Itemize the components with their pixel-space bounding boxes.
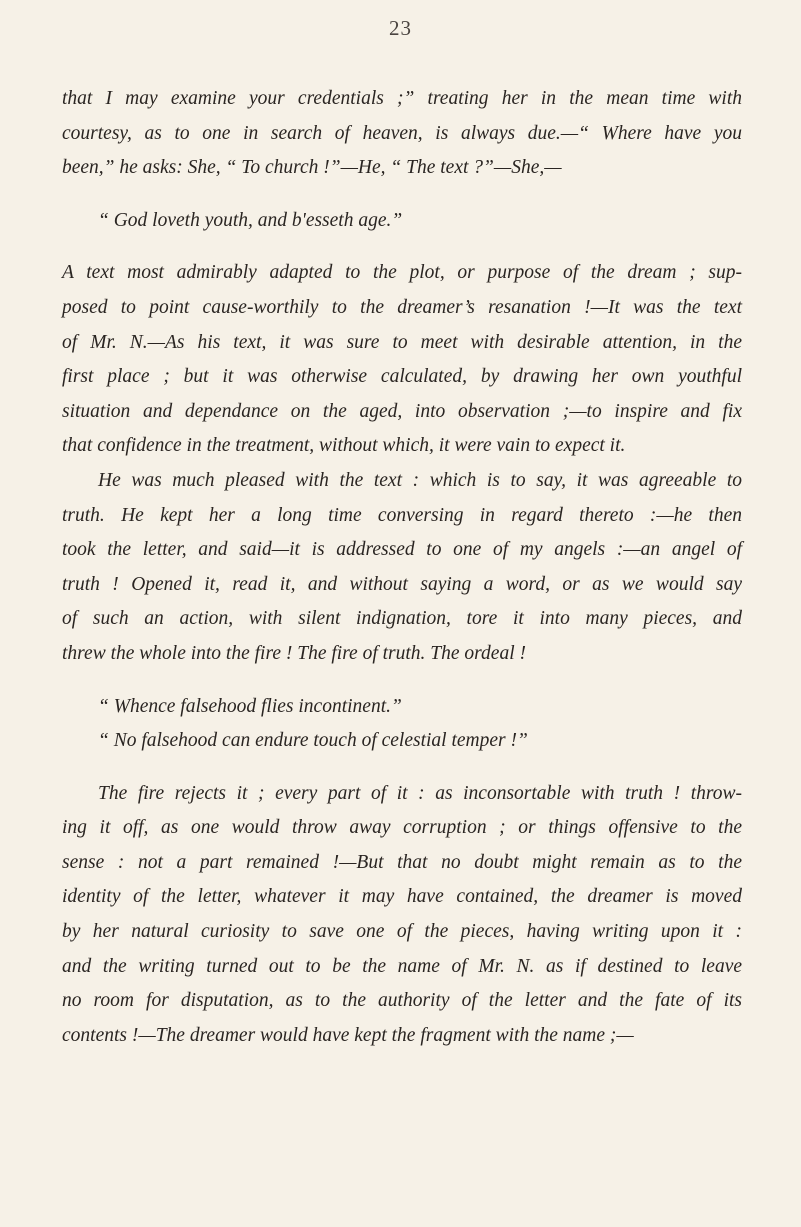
- text-line: of Mr. N.—As his text, it was sure to meet with desirable attention, in the: [62, 331, 742, 353]
- text-line: sense : not a part remained !—But that no doubt might remain as to the: [62, 851, 742, 873]
- text-line: ing it off, as one would throw away corruption ; or things offensive to the: [62, 817, 742, 839]
- text-line: identity of the letter, whatever it may have contained, the dreamer is moved: [62, 886, 742, 908]
- text-line: first place ; but it was otherwise calculated, by drawing her own youthful: [62, 366, 742, 388]
- text-line: of such an action, with silent indignation, tore it into many pieces, and: [62, 608, 742, 630]
- text-line: truth ! Opened it, read it, and without saying a word, or as we would say: [62, 573, 742, 595]
- text-line: The fire rejects it ; every part of it : as inconsortable with truth ! throw-: [98, 782, 742, 804]
- paragraph-4: [62, 777, 742, 1054]
- page-body: [62, 82, 742, 1053]
- text-line: contents !—The dreamer would have kept the fragment with the name ;—: [62, 1024, 634, 1046]
- text-line: courtesy, as to one in search of heaven, is always due.—“ Where have you: [62, 122, 742, 144]
- text-line: that I may examine your credentials ;” treating her in the mean time with: [62, 88, 742, 109]
- text-line: truth. He kept her a long time conversing in regard thereto :—he then: [62, 504, 742, 526]
- text-line: and the writing turned out to be the name of Mr. N. as if destined to leave: [62, 955, 742, 977]
- text-line: threw the whole into the fire ! The fire of truth. The ordeal !: [62, 642, 526, 664]
- page-number: 23: [389, 16, 412, 40]
- text-line: that confidence in the treatment, without which, it were vain to expect it.: [62, 435, 626, 457]
- text-line: been,” he asks: She, “ To church !”—He, “ The text ?”—She,—: [62, 157, 562, 179]
- verse-quote: “ God loveth youth, and b'esseth age.”: [98, 209, 403, 231]
- text-line: by her natural curiosity to save one of the pieces, having writing upon it :: [62, 921, 742, 943]
- text-line: no room for disputation, as to the authority of the letter and the fate of its: [62, 990, 742, 1012]
- text-line: situation and dependance on the aged, into observation ;—to inspire and fix: [62, 400, 742, 422]
- paragraph-2: [62, 256, 742, 464]
- verse-quote: “ Whence falsehood flies incontinent.”: [98, 695, 402, 717]
- text-line: took the letter, and said—it is addressed to one of my angels :—an angel of: [62, 539, 742, 561]
- paragraph-3: [62, 464, 742, 672]
- text-line: posed to point cause-worthily to the dreamer’s resanation !—It was the text: [62, 296, 742, 318]
- paragraph-1: [62, 82, 742, 186]
- verse-quote: “ No falsehood can endure touch of celestial temper !”: [98, 730, 528, 752]
- text-line: He was much pleased with the text : which is to say, it was agreeable to: [98, 469, 742, 491]
- text-line: A text most admirably adapted to the plot, or purpose of the dream ; sup-: [62, 262, 742, 284]
